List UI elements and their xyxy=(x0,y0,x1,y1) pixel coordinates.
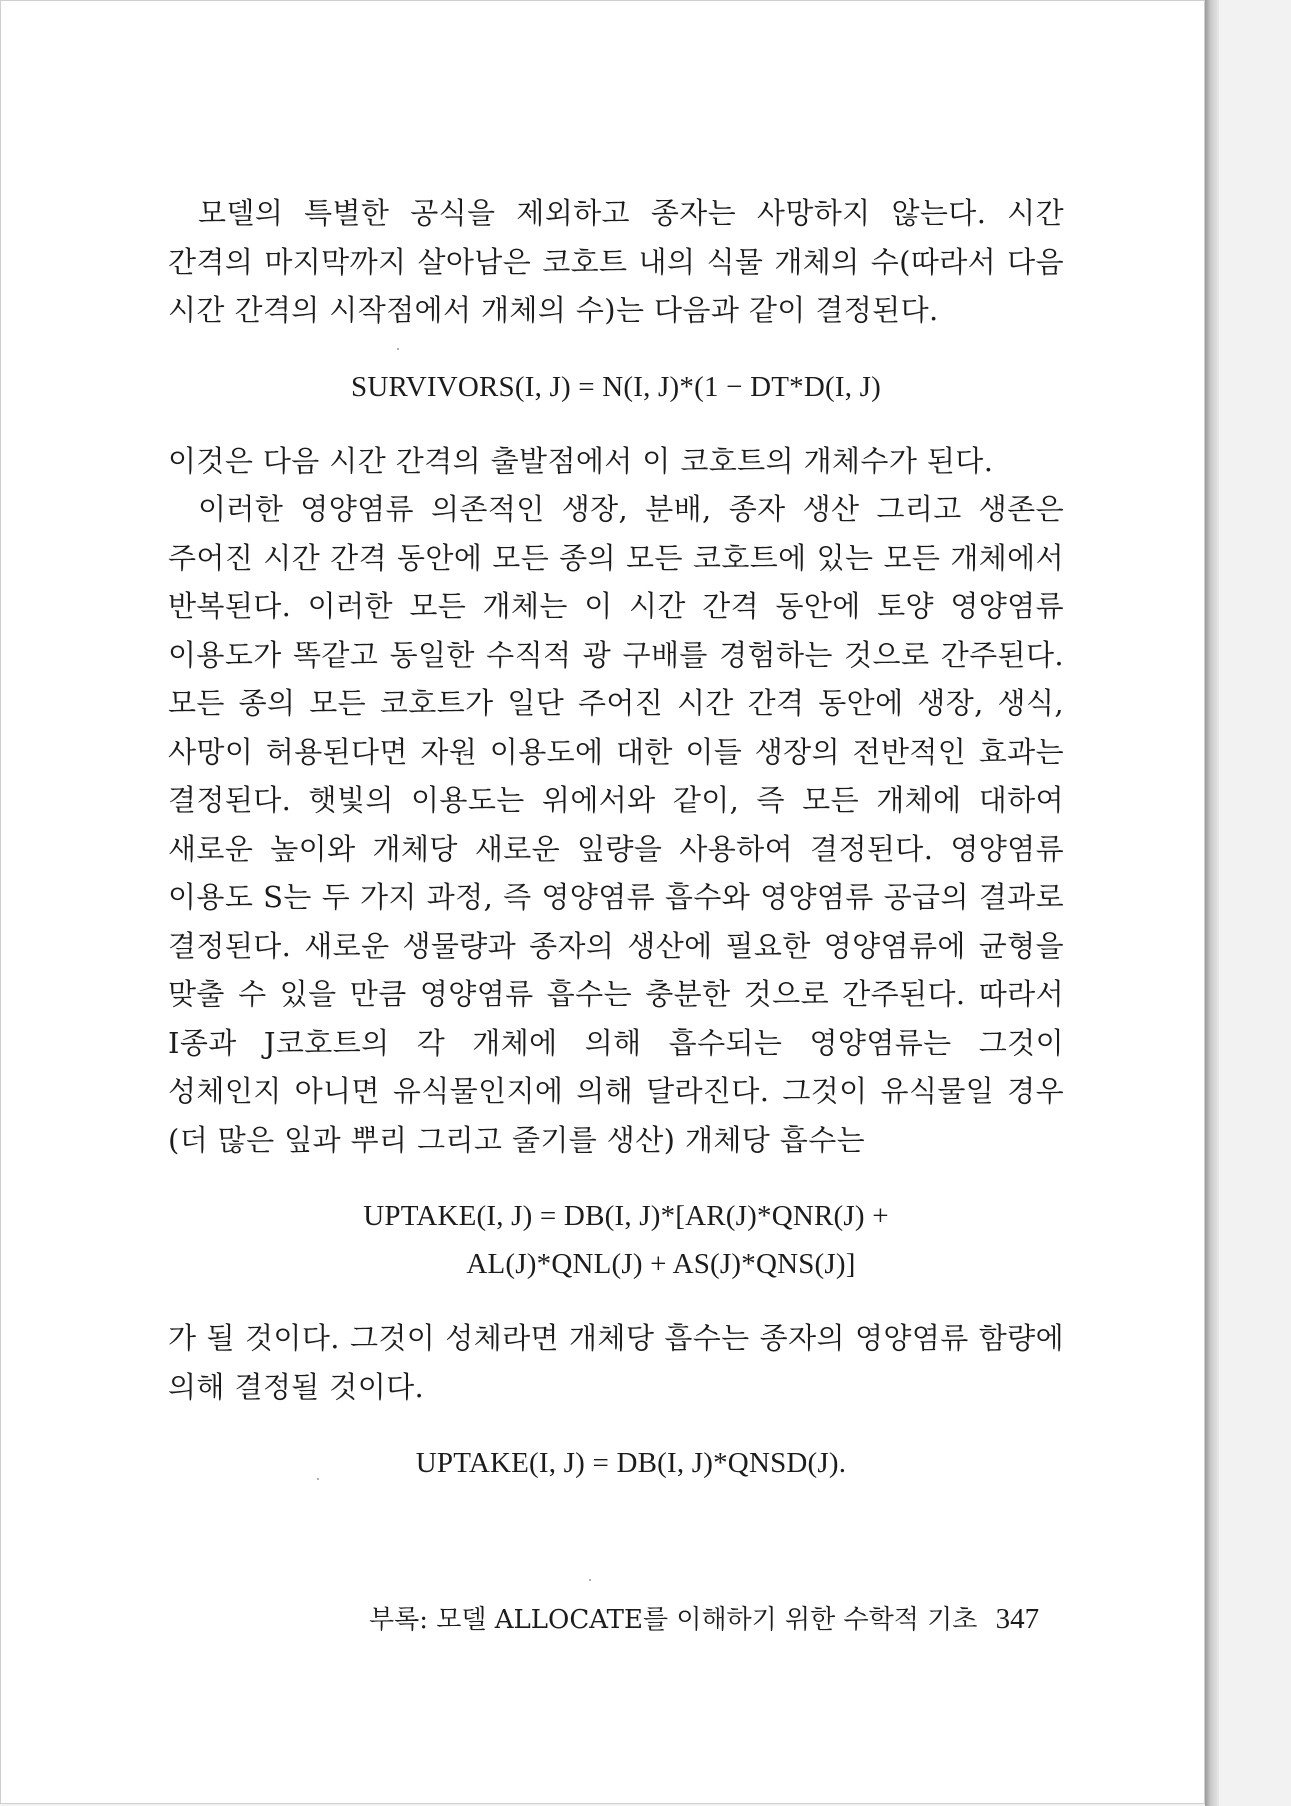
page-footer xyxy=(369,1599,1039,1636)
page-body xyxy=(168,189,1064,1487)
page-edge-shadow xyxy=(1205,0,1219,1806)
paragraph-2: 이것은 다음 시간 간격의 출발점에서 이 코호트의 개체수가 된다. xyxy=(168,443,994,478)
paragraph-3: 이러한 영양염류 의존적인 생장, 분배, 종자 생산 그리고 생존은 주어진 시간 간격 동안에 모든 종의 모든 코호트에 있는 모든 개체에서 반복된다. 이러한 모든 개체는 이 시간 간격 동안에 토양 영양염류 이용도가 똑같고 동일한 수직적 광 구배를 경험하는 것으로 간주된다. 모든 종의 모든 코호트가 일단 주어진 시간 간격 동안에 생장, 생식, 사망이 허용된다면 자원 이용도에 대한 이들 생장의 전반적인 효과는 결정된다. 햇빛의 이용도는 위에서와 같이, 즉 모든 개체에 대하여 새로운 높이와 개체당 새로운 잎량을 사용하여 결정된다. 영양염류 이용도 S는 두 가지 과정, 즉 영양염류 흡수와 영양염류 공급의 결과로 결정된다. 새로운 생물량과 종자의 생산에 필요한 영양염류에 균형을 맞출 수 있을 만큼 영양염류 흡수는 충분한 것으로 간주된다. 따라서 I종과 J코호트의 각 개체에 의해 흡수되는 영양염류는 그것이 성체인지 아니면 유식물인지에 의해 달라진다. 그것이 유식물일 경우(더 많은 잎과 뿌리 그리고 줄기를 생산) 개체당 흡수는 xyxy=(168,492,1064,1157)
equation-uptake-seedling xyxy=(168,1192,1064,1288)
running-title: 부록: 모델 ALLOCATE를 이해하기 위한 수학적 기초 xyxy=(369,1605,978,1635)
equation-uptake-adult: UPTAKE(I, J) = DB(I, J)*QNSD(J). xyxy=(415,1447,847,1479)
scan-speck xyxy=(397,348,399,350)
equation-uptake-line-1: UPTAKE(I, J) = DB(I, J)*[AR(J)*QNR(J) + xyxy=(363,1200,889,1232)
equation-uptake-line-2: AL(J)*QNL(J) + AS(J)*QNS(J)] xyxy=(466,1248,856,1280)
scan-speck xyxy=(589,1579,591,1581)
paragraph-4: 가 될 것이다. 그것이 성체라면 개체당 흡수는 종자의 영양염류 함량에 의해 결정될 것이다. xyxy=(168,1321,1064,1404)
equation-survivors: SURVIVORS(I, J) = N(I, J)*(1 − DT*D(I, J) xyxy=(351,370,881,403)
scan-speck xyxy=(317,1478,319,1480)
paragraph-1: 모델의 특별한 공식을 제외하고 종자는 사망하지 않는다. 시간 간격의 마지막까지 살아남은 코호트 내의 식물 개체의 수(따라서 다음 시간 간격의 시작점에서 개체의 수)는 다음과 같이 결정된다. xyxy=(168,196,1065,327)
page-number: 347 xyxy=(995,1603,1040,1635)
